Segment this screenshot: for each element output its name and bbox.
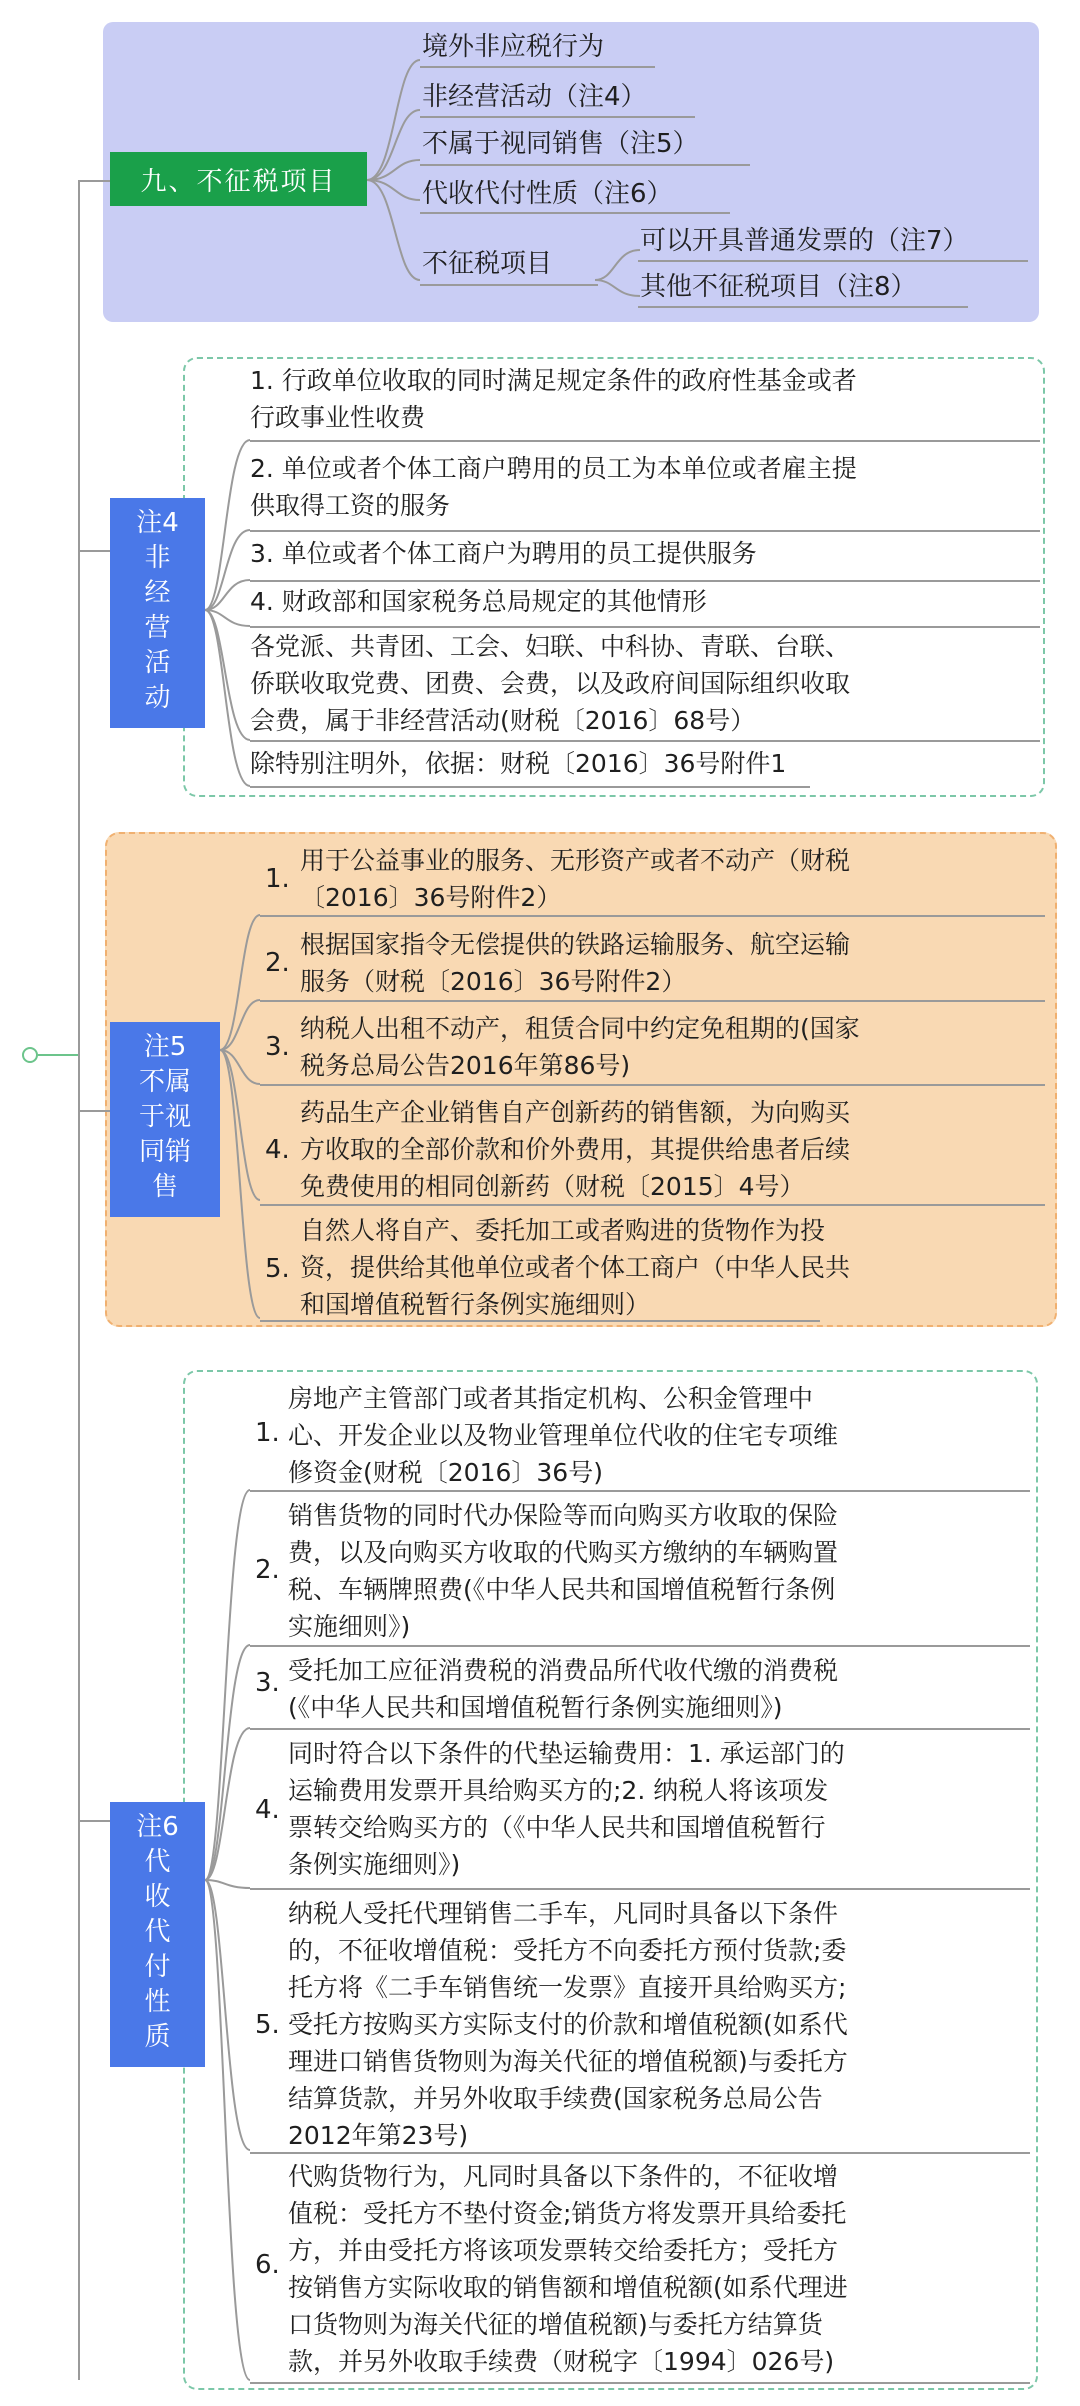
text-line: 会费，属于非经营活动(财税〔2016〕68号） bbox=[250, 706, 756, 735]
note5-label-line: 售 bbox=[151, 1172, 178, 1202]
separator bbox=[260, 1320, 820, 1322]
note5-num-5: 5. bbox=[265, 1254, 290, 1284]
top-sub-child-2[interactable]: 其他不征税项目（注8） bbox=[640, 272, 917, 302]
text-line: 3. 单位或者个体工商户为聘用的员工提供服务 bbox=[250, 539, 757, 568]
text-line: 方，并由受托方将该项发票转交给委托方；受托方 bbox=[288, 2236, 839, 2265]
note5-num-2: 2. bbox=[265, 948, 290, 978]
note6-item-3[interactable] bbox=[288, 1652, 838, 1726]
text-line: 房地产主管部门或者其指定机构、公积金管理中 bbox=[288, 1384, 814, 1413]
note5-item-5[interactable] bbox=[300, 1212, 850, 1323]
note5-num-4: 4. bbox=[265, 1135, 290, 1165]
note4-item-2[interactable] bbox=[250, 450, 857, 524]
note5-item-1[interactable] bbox=[300, 842, 850, 916]
text-line: 方收取的全部价款和价外费用，其提供给患者后续 bbox=[300, 1135, 851, 1164]
text-line: 供取得工资的服务 bbox=[250, 491, 451, 520]
text-line: 理进口销售货物则为海关代征的增值税额)与委托方 bbox=[288, 2047, 848, 2076]
text-line: 修资金(财税〔2016〕36号) bbox=[288, 1458, 603, 1487]
text-line: 票转交给购买方的（《中华人民共和国增值税暂行 bbox=[288, 1813, 826, 1842]
note5-label[interactable] bbox=[110, 1022, 220, 1217]
text-line: 2012年第23号) bbox=[288, 2121, 469, 2150]
separator bbox=[250, 440, 1040, 442]
text-line: 1. 行政单位收取的同时满足规定条件的政府性基金或者 bbox=[250, 366, 857, 395]
text-line: 实施细则》) bbox=[288, 1612, 411, 1641]
top-sub-label[interactable]: 不征税项目 bbox=[422, 249, 553, 279]
text-line: 口货物则为海关代征的增值税额)与委托方结算货 bbox=[288, 2310, 823, 2339]
note6-item-5[interactable] bbox=[288, 1895, 848, 2154]
note5-num-3: 3. bbox=[265, 1032, 290, 1062]
note6-label-line: 质 bbox=[144, 2022, 171, 2052]
text-line: 侨联收取党费、团费、会费，以及政府间国际组织收取 bbox=[250, 669, 851, 698]
note6-num-3: 3. bbox=[255, 1668, 280, 1698]
note4-item-1[interactable] bbox=[250, 362, 857, 436]
separator bbox=[250, 1490, 1030, 1492]
note4-label-line: 注4 bbox=[136, 508, 179, 538]
note6-num-6: 6. bbox=[255, 2250, 280, 2280]
text-line: 4. 财政部和国家税务总局规定的其他情形 bbox=[250, 587, 707, 616]
note4-item-4[interactable] bbox=[250, 583, 707, 620]
top-sub-child-1[interactable]: 可以开具普通发票的（注7） bbox=[640, 226, 969, 256]
text-line: 条例实施细则》) bbox=[288, 1850, 461, 1879]
text-line: 资，提供给其他单位或者个体工商户（中华人民共 bbox=[300, 1253, 851, 1282]
text-line: 行政事业性收费 bbox=[250, 403, 426, 432]
underline-6 bbox=[638, 260, 1028, 262]
separator bbox=[260, 1204, 1045, 1206]
top-item-4[interactable]: 代收代付性质（注6） bbox=[422, 179, 673, 209]
note6-label[interactable] bbox=[110, 1802, 205, 2067]
note6-num-2: 2. bbox=[255, 1555, 280, 1585]
text-line: 服务（财税〔2016〕36号附件2） bbox=[300, 967, 687, 996]
text-line: 费，以及向购买方收取的代购买方缴纳的车辆购置 bbox=[288, 1538, 839, 1567]
note4-label[interactable] bbox=[110, 498, 205, 728]
underline-3 bbox=[420, 164, 750, 166]
note5-item-4[interactable] bbox=[300, 1094, 850, 1205]
text-line: 〔2016〕36号附件2） bbox=[300, 883, 562, 912]
note4-label-line: 活 bbox=[144, 648, 171, 678]
note5-label-line: 不属 bbox=[138, 1067, 191, 1097]
note6-label-line: 注6 bbox=[136, 1812, 179, 1842]
text-line: 纳税人受托代理销售二手车，凡同时具备以下条件 bbox=[288, 1899, 839, 1928]
separator bbox=[250, 530, 1040, 532]
note4-label-line: 非 bbox=[144, 543, 171, 573]
text-line: 除特别注明外，依据：财税〔2016〕36号附件1 bbox=[250, 749, 787, 778]
text-line: 结算货款，并另外收取手续费(国家税务总局公告 bbox=[288, 2084, 823, 2113]
text-line: 税务总局公告2016年第86号) bbox=[300, 1051, 631, 1080]
underline-5 bbox=[420, 284, 598, 286]
text-line: 受托方按购买方实际支付的价款和增值税额(如系代 bbox=[288, 2010, 848, 2039]
separator bbox=[250, 1728, 1030, 1730]
note4-label-line: 营 bbox=[144, 613, 171, 643]
top-item-3[interactable]: 不属于视同销售（注5） bbox=[422, 129, 699, 159]
separator bbox=[260, 1000, 1045, 1002]
note6-item-2[interactable] bbox=[288, 1497, 838, 1645]
underline-2 bbox=[420, 116, 695, 118]
note6-label-line: 代 bbox=[144, 1847, 171, 1877]
separator bbox=[260, 915, 1045, 917]
note6-item-6[interactable] bbox=[288, 2158, 848, 2380]
underline-1 bbox=[420, 66, 655, 68]
text-line: 和国增值税暂行条例实施细则） bbox=[300, 1290, 651, 1319]
separator bbox=[250, 1888, 1030, 1890]
note6-label-line: 性 bbox=[144, 1987, 171, 2017]
text-line: 运输费用发票开具给购买方的;2. 纳税人将该项发 bbox=[288, 1776, 829, 1805]
text-line: 纳税人出租不动产，租赁合同中约定免租期的(国家 bbox=[300, 1014, 860, 1043]
text-line: 值税：受托方不垫付资金;销货方将发票开具给委托 bbox=[288, 2199, 847, 2228]
note6-label-line: 付 bbox=[144, 1952, 171, 1982]
text-line: 受托加工应征消费税的消费品所代收代缴的消费税 bbox=[288, 1656, 839, 1685]
note4-item-5[interactable] bbox=[250, 628, 850, 739]
note4-label-line: 动 bbox=[144, 683, 171, 713]
text-line: 各党派、共青团、工会、妇联、中科协、青联、台联、 bbox=[250, 632, 851, 661]
text-line: 的，不征收增值税：受托方不向委托方预付货款;委 bbox=[288, 1936, 847, 1965]
note6-item-1[interactable] bbox=[288, 1380, 838, 1491]
note4-item-6[interactable] bbox=[250, 745, 786, 782]
separator bbox=[250, 786, 810, 788]
note5-label-line: 于视 bbox=[138, 1102, 191, 1132]
underline-7 bbox=[638, 306, 968, 308]
text-line: 用于公益事业的服务、无形资产或者不动产（财税 bbox=[300, 846, 851, 875]
note6-item-4[interactable] bbox=[288, 1735, 845, 1883]
text-line: 款，并另外收取手续费（财税字〔1994〕026号) bbox=[288, 2347, 835, 2376]
text-line: 托方将《二手车销售统一发票》直接开具给购买方; bbox=[288, 1973, 847, 2002]
underline-4 bbox=[420, 212, 730, 214]
note6-num-4: 4. bbox=[255, 1795, 280, 1825]
note5-item-3[interactable] bbox=[300, 1010, 860, 1084]
top-item-2[interactable]: 非经营活动（注4） bbox=[422, 82, 647, 112]
text-line: 自然人将自产、委托加工或者购进的货物作为投 bbox=[300, 1216, 826, 1245]
separator bbox=[250, 740, 1040, 742]
note6-label-line: 代 bbox=[144, 1917, 171, 1947]
separator bbox=[250, 2382, 1030, 2384]
section-nine-title[interactable]: 九、不征税项目 bbox=[110, 152, 367, 206]
text-line: 税、车辆牌照费(《中华人民共和国增值税暂行条例 bbox=[288, 1575, 836, 1604]
text-line: 代购货物行为，凡同时具备以下条件的，不征收增 bbox=[288, 2162, 839, 2191]
text-line: (《中华人民共和国增值税暂行条例实施细则》) bbox=[288, 1693, 783, 1722]
note5-item-2[interactable] bbox=[300, 926, 850, 1000]
note6-num-1: 1. bbox=[255, 1418, 280, 1448]
text-line: 2. 单位或者个体工商户聘用的员工为本单位或者雇主提 bbox=[250, 454, 857, 483]
note5-label-line: 注5 bbox=[143, 1032, 187, 1062]
note6-label-line: 收 bbox=[144, 1882, 171, 1912]
text-line: 销售货物的同时代办保险等而向购买方收取的保险 bbox=[288, 1501, 839, 1530]
text-line: 药品生产企业销售自产创新药的销售额，为向购买 bbox=[300, 1098, 851, 1127]
note5-num-1: 1. bbox=[265, 864, 290, 894]
note4-label-line: 经 bbox=[144, 578, 171, 608]
note6-num-5: 5. bbox=[255, 2010, 280, 2040]
separator bbox=[250, 1645, 1030, 1647]
text-line: 根据国家指令无偿提供的铁路运输服务、航空运输 bbox=[300, 930, 851, 959]
separator bbox=[250, 580, 1040, 582]
note5-label-line: 同销 bbox=[138, 1137, 191, 1167]
note4-item-3[interactable] bbox=[250, 535, 757, 572]
text-line: 心、开发企业以及物业管理单位代收的住宅专项维 bbox=[288, 1421, 839, 1450]
text-line: 同时符合以下条件的代垫运输费用：1. 承运部门的 bbox=[288, 1739, 845, 1768]
separator bbox=[250, 2152, 1030, 2154]
top-item-1[interactable]: 境外非应税行为 bbox=[422, 32, 605, 62]
separator bbox=[260, 1084, 1045, 1086]
text-line: 按销售方实际收取的销售额和增值税额(如系代理进 bbox=[288, 2273, 848, 2302]
text-line: 免费使用的相同创新药（财税〔2015〕4号） bbox=[300, 1172, 805, 1201]
